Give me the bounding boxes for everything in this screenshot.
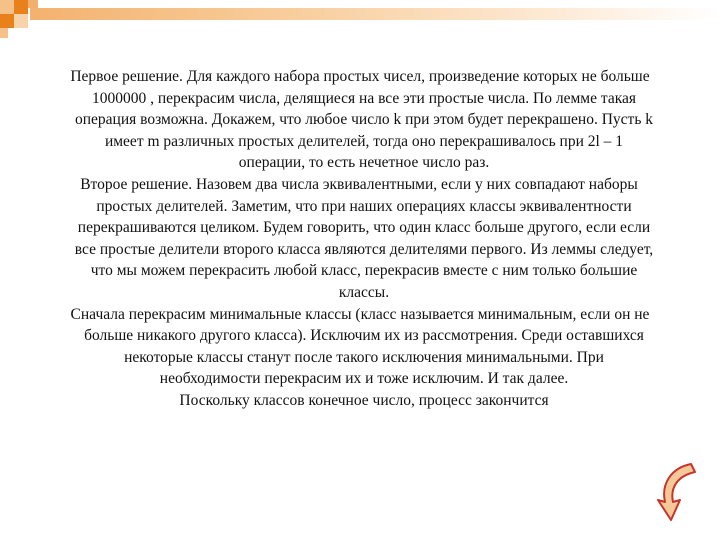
paragraph-second-solution <box>14 174 714 304</box>
text-line: Сначала перекрасим минимальные классы (класс называется минимальным, если он не <box>70 305 650 323</box>
text-line: Первое решение. Для каждого набора простых чисел, произведение которых не больше <box>70 68 650 85</box>
corner-square <box>0 28 8 38</box>
text-line: Поскольку классов конечное число, процесс закончится <box>179 391 549 409</box>
text-line: операция возможна. Докажем, что любое число k при этом будет перекрашено. Пусть k <box>74 111 654 129</box>
text-line: больше никакого другого класса). Исключим их из рассмотрения. Среди оставшихся <box>84 327 644 345</box>
text-line: необходимости перекрасим их и тоже исключим. И так далее. <box>159 370 569 388</box>
text-line: что мы можем перекрасить любой класс, перекрасив вместе с ним только большие <box>90 262 638 280</box>
corner-square <box>0 0 14 14</box>
text-line: имеет m различных простых делителей, тогда оно перекрашивалось при 2l – 1 <box>104 132 624 150</box>
text-line: Второе решение. Назовем два числа эквивалентными, если у них совпадают наборы <box>80 175 638 193</box>
paragraph-minimal-classes <box>14 304 714 412</box>
paragraph-first-solution <box>14 66 714 174</box>
header-gradient-bar <box>30 8 720 20</box>
corner-square <box>14 0 28 14</box>
slide-body-text <box>14 66 714 412</box>
return-arrow-icon[interactable] <box>655 460 705 524</box>
corner-square <box>0 14 14 28</box>
text-line: все простые делители второго класса являются делителями первого. Из леммы следует, <box>74 240 654 258</box>
text-line: операции, то есть нечетное число раз. <box>238 154 490 172</box>
corner-square <box>14 14 28 28</box>
text-line: 1000000 , перекрасим числа, делящиеся на все эти простые числа. По лемме такая <box>91 89 637 107</box>
text-line: простых делителей. Заметим, что при наших операциях классы эквивалентности <box>96 197 632 215</box>
text-line: перекрашиваются целиком. Будем говорить, что один класс больше другого, если если <box>77 219 651 237</box>
text-line: классы. <box>338 283 390 301</box>
corner-square <box>28 0 38 8</box>
text-line: некоторые классы станут после такого исключения минимальными. При <box>124 348 604 366</box>
